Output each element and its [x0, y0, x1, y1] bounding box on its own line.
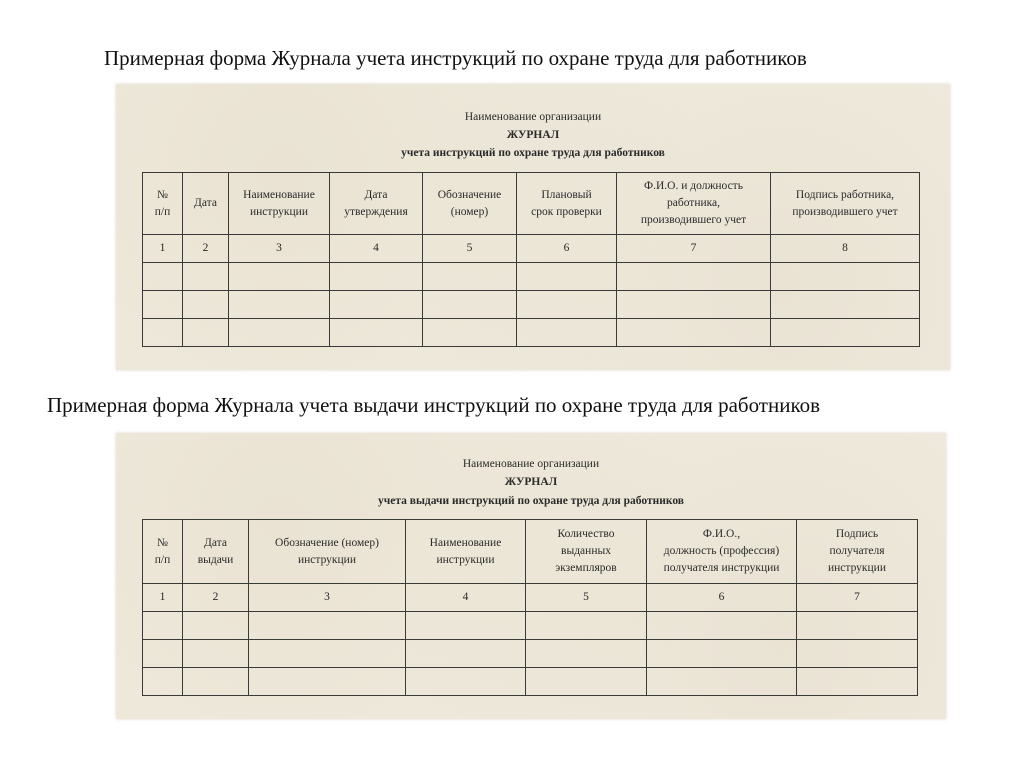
table-header-row [143, 520, 918, 584]
empty-cell [526, 640, 647, 668]
empty-cell [143, 291, 183, 319]
empty-cell [617, 263, 771, 291]
table-row [143, 263, 920, 291]
page-heading-instructions-journal: Примерная форма Журнала учета инструкций по охране труда для работников [104, 46, 807, 70]
column-number: 4 [406, 584, 526, 612]
empty-cell [330, 263, 423, 291]
empty-cell [797, 640, 918, 668]
table-header-row [143, 173, 920, 235]
column-header-copies-count: Количество выданных экземпляров [526, 520, 647, 584]
empty-cell [143, 319, 183, 347]
column-number: 8 [771, 235, 920, 263]
column-header-number: № п/п [143, 173, 183, 235]
journal-subtitle: учета выдачи инструкций по охране труда для работников [377, 495, 685, 507]
empty-cell [517, 319, 617, 347]
empty-cell [797, 668, 918, 696]
empty-cell [797, 612, 918, 640]
organization-name-label: Наименование организации [462, 458, 600, 470]
empty-cell [647, 612, 797, 640]
empty-cell [423, 263, 517, 291]
column-number: 6 [647, 584, 797, 612]
organization-name-label: Наименование организации [464, 111, 602, 123]
column-number: 3 [249, 584, 406, 612]
instructions-journal-form-scan [116, 84, 950, 370]
column-header-issue-date: Дата выдачи [183, 520, 249, 584]
journal-subtitle: учета инструкций по охране труда для работников [401, 147, 665, 159]
empty-cell [330, 291, 423, 319]
empty-cell [143, 640, 183, 668]
empty-cell [517, 263, 617, 291]
empty-cell [423, 319, 517, 347]
empty-cell [617, 319, 771, 347]
empty-cell [183, 263, 229, 291]
column-header-recipient-name: Ф.И.О., должность (профессия) получателя инструкции [647, 520, 797, 584]
empty-cell [517, 291, 617, 319]
column-header-date: Дата [183, 173, 229, 235]
empty-cell [229, 263, 330, 291]
empty-cell [771, 319, 920, 347]
column-number: 7 [617, 235, 771, 263]
column-header-recorder-name: Ф.И.О. и должность работника, производившего учет [617, 173, 771, 235]
empty-cell [771, 263, 920, 291]
empty-cell [143, 668, 183, 696]
empty-cell [183, 291, 229, 319]
issuance-journal-table [142, 519, 918, 696]
table-row [143, 612, 918, 640]
empty-cell [249, 668, 406, 696]
column-number: 1 [143, 235, 183, 263]
column-number: 7 [797, 584, 918, 612]
instructions-journal-table [142, 172, 920, 347]
empty-cell [526, 668, 647, 696]
empty-cell [229, 291, 330, 319]
table-row [143, 668, 918, 696]
empty-cell [183, 640, 249, 668]
column-number-row [143, 235, 920, 263]
issuance-journal-form-scan [116, 433, 946, 719]
empty-cell [183, 319, 229, 347]
empty-cell [647, 668, 797, 696]
column-header-review-date: Плановый срок проверки [517, 173, 617, 235]
empty-cell [229, 319, 330, 347]
column-number: 5 [526, 584, 647, 612]
column-number: 2 [183, 584, 249, 612]
empty-cell [617, 291, 771, 319]
column-number: 4 [330, 235, 423, 263]
empty-cell [183, 668, 249, 696]
table-row [143, 640, 918, 668]
empty-cell [423, 291, 517, 319]
column-header-instruction-name: Наименование инструкции [406, 520, 526, 584]
column-header-number: № п/п [143, 520, 183, 584]
empty-cell [249, 640, 406, 668]
column-header-instruction-name: Наименование инструкции [229, 173, 330, 235]
empty-cell [330, 319, 423, 347]
journal-title: ЖУРНАЛ [506, 129, 560, 141]
column-number-row [143, 584, 918, 612]
empty-cell [249, 612, 406, 640]
column-number: 6 [517, 235, 617, 263]
page-heading-issuance-journal: Примерная форма Журнала учета выдачи инструкций по охране труда для работников [47, 393, 821, 417]
empty-cell [647, 640, 797, 668]
empty-cell [771, 291, 920, 319]
table-row [143, 319, 920, 347]
empty-cell [143, 263, 183, 291]
empty-cell [406, 668, 526, 696]
empty-cell [183, 612, 249, 640]
column-number: 1 [143, 584, 183, 612]
column-header-recorder-signature: Подпись работника, производившего учет [771, 173, 920, 235]
table-row [143, 291, 920, 319]
column-header-designation: Обозначение (номер) инструкции [249, 520, 406, 584]
empty-cell [526, 612, 647, 640]
column-header-approval-date: Дата утверждения [330, 173, 423, 235]
empty-cell [406, 612, 526, 640]
empty-cell [406, 640, 526, 668]
column-number: 2 [183, 235, 229, 263]
column-header-recipient-signature: Подпись получателя инструкции [797, 520, 918, 584]
column-number: 3 [229, 235, 330, 263]
empty-cell [143, 612, 183, 640]
column-header-designation: Обозначение (номер) [423, 173, 517, 235]
column-number: 5 [423, 235, 517, 263]
journal-title: ЖУРНАЛ [504, 476, 558, 488]
